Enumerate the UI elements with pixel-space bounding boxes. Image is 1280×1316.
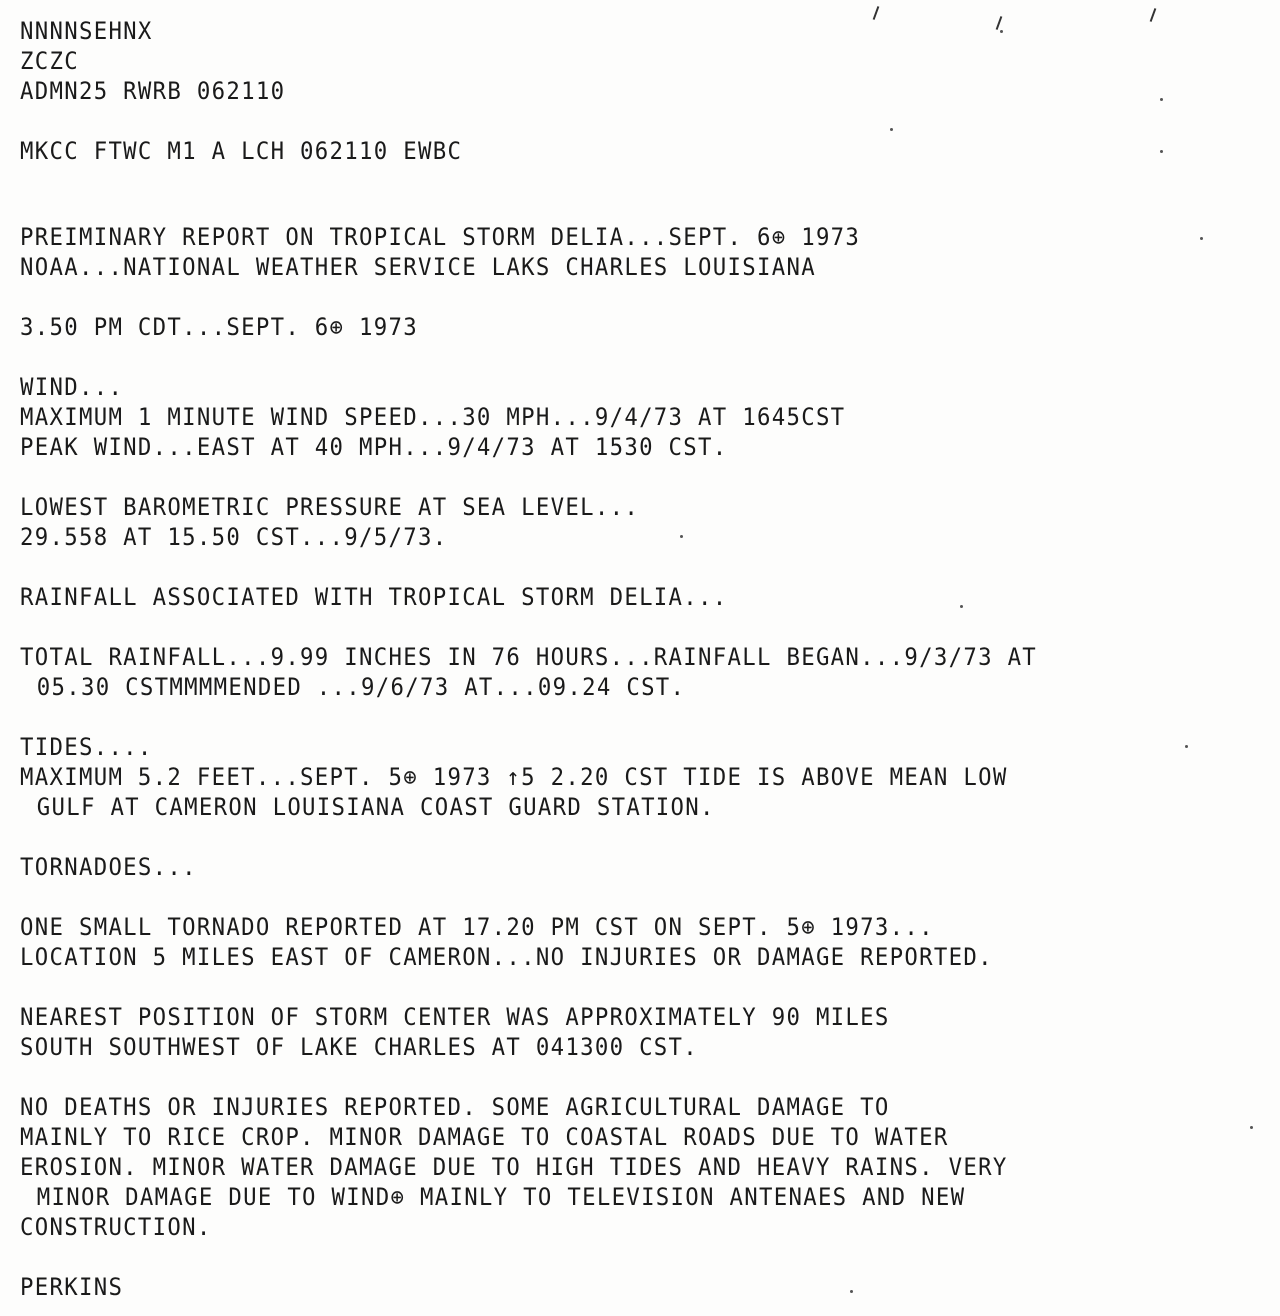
pressure-heading: LOWEST BAROMETRIC PRESSURE AT SEA LEVEL... [20,493,640,521]
damage-line-5: CONSTRUCTION. [20,1213,212,1241]
wind-heading: WIND... [20,373,124,401]
tornadoes-line-2: LOCATION 5 MILES EAST OF CAMERON...NO INJURIES OR DAMAGE REPORTED. [20,943,993,971]
rainfall-total-1: TOTAL RAINFALL...9.99 INCHES IN 76 HOURS...RAINFALL BEGAN...9/3/73 AT [20,643,1038,671]
tornadoes-heading: TORNADOES... [20,853,197,881]
damage-line-1: NO DEATHS OR INJURIES REPORTED. SOME AGRICULTURAL DAMAGE TO [20,1093,890,1121]
wind-peak: PEAK WIND...EAST AT 40 MPH...9/4/73 AT 1530 CST. [20,433,728,461]
print-speck [1185,745,1188,748]
position-line-1: NEAREST POSITION OF STORM CENTER WAS APPROXIMATELY 90 MILES [20,1003,890,1031]
damage-line-3: EROSION. MINOR WATER DAMAGE DUE TO HIGH TIDES AND HEAVY RAINS. VERY [20,1153,1008,1181]
report-time: 3.50 PM CDT...SEPT. 6⊕ 1973 [20,313,418,341]
rainfall-total-2: 05.30 CSTMMMMENDED ...9/6/73 AT...09.24 CST. [36,673,686,701]
report-title: PREIMINARY REPORT ON TROPICAL STORM DELIA...SEPT. 6⊕ 1973 [20,223,861,251]
pressure-value: 29.558 AT 15.50 CST...9/5/73. [20,523,448,551]
report-issuer: NOAA...NATIONAL WEATHER SERVICE LAKS CHARLES LOUISIANA [20,253,816,281]
print-speck [1250,1126,1253,1129]
damage-line-4: MINOR DAMAGE DUE TO WIND⊕ MAINLY TO TELEVISION ANTENAES AND NEW [36,1183,966,1211]
tides-line-2: GULF AT CAMERON LOUISIANA COAST GUARD STATION. [36,793,715,821]
print-speck [1200,237,1203,240]
tornadoes-line-1: ONE SMALL TORNADO REPORTED AT 17.20 PM CST ON SEPT. 5⊕ 1973... [20,913,934,941]
rainfall-heading: RAINFALL ASSOCIATED WITH TROPICAL STORM DELIA... [20,583,728,611]
signature: PERKINS [20,1273,124,1301]
position-line-2: SOUTH SOUTHWEST OF LAKE CHARLES AT 041300 CST. [20,1033,699,1061]
teletype-report [20,16,1183,1302]
tides-line-1: MAXIMUM 5.2 FEET...SEPT. 5⊕ 1973 ↑5 2.20 CST TIDE IS ABOVE MEAN LOW [20,763,1008,791]
header-line-1: NNNNSEHNX [20,17,153,45]
header-line-3: ADMN25 RWRB 062110 [20,77,286,105]
header-line-2: ZCZC [20,47,79,75]
wind-max: MAXIMUM 1 MINUTE WIND SPEED...30 MPH...9/4/73 AT 1645CST [20,403,846,431]
damage-line-2: MAINLY TO RICE CROP. MINOR DAMAGE TO COASTAL ROADS DUE TO WATER [20,1123,949,1151]
tides-heading: TIDES.... [20,733,153,761]
header-line-4: MKCC FTWC M1 A LCH 062110 EWBC [20,137,463,165]
